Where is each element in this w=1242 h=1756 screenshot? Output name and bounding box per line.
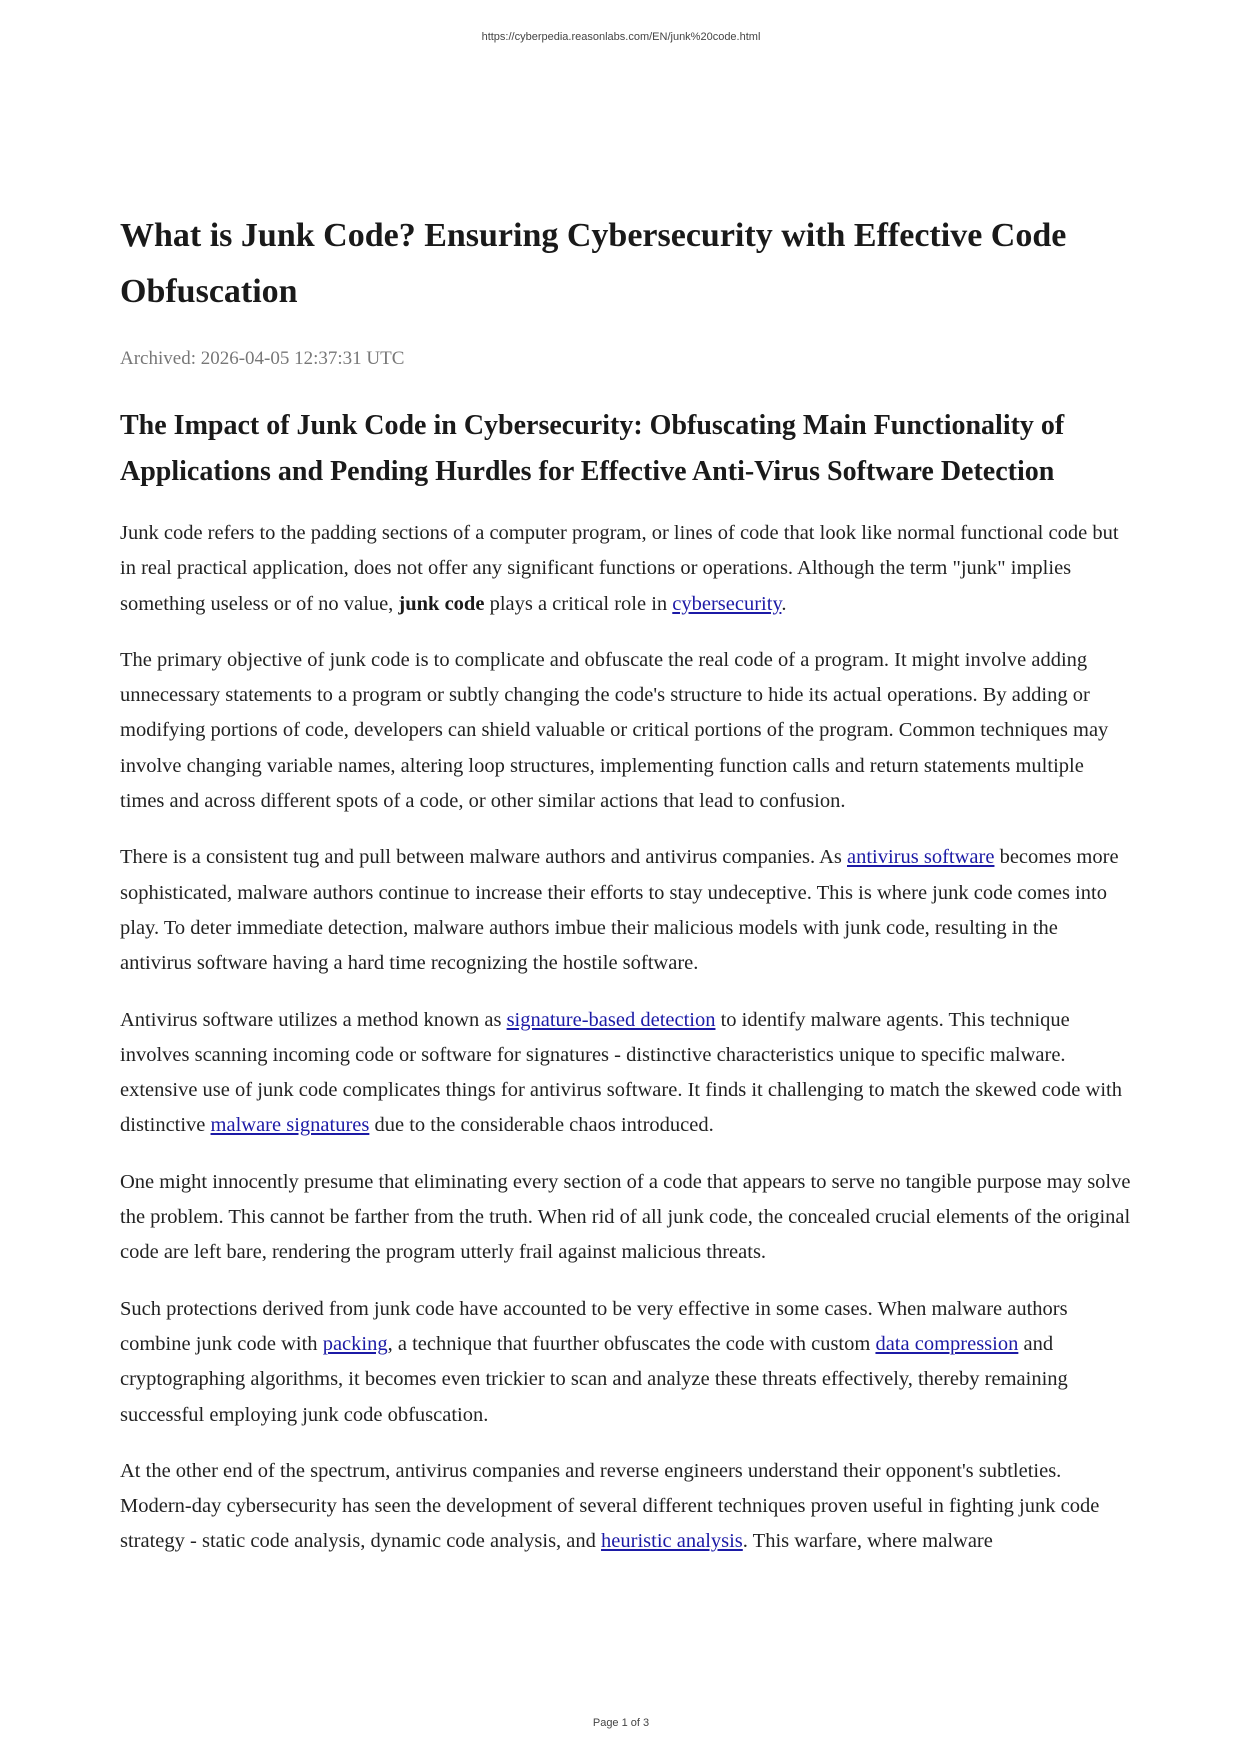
paragraph-text: . This warfare, where malware [742, 1530, 993, 1553]
page-url-header: https://cyberpedia.reasonlabs.com/EN/junk%20code.html [481, 31, 761, 43]
paragraph-text: , a technique that fuurther obfuscates the code with custom [387, 1332, 876, 1355]
paragraph-text: becomes more sophisticated, malware authors continue to increase their efforts to stay undeceptive. This is where junk code comes into play. To deter immediate detection, malware authors imbue their malicious models with junk code, resulting in the antivirus software having a hard time recognizing the hostile software. [120, 846, 1119, 975]
article [120, 208, 1132, 1560]
paragraph-7 [120, 1454, 1132, 1560]
paragraph-text: . [781, 592, 787, 615]
link-data-compression[interactable]: data compression [875, 1332, 1019, 1355]
paragraph-text: plays a critical role in [484, 592, 673, 615]
paragraph-2: The primary objective of junk code is to complicate and obfuscate the real code of a program. It might involve adding unnecessary statements to a program or subtly changing the code's structure to hide its actual operations. By adding or modifying portions of code, developers can shield valuable or critical portions of the program. Common techniques may involve changing variable names, altering loop structures, implementing function calls and return statements multiple times and across different spots of a code, or other similar actions that lead to confusion. [120, 648, 1109, 813]
link-cybersecurity[interactable]: cybersecurity [672, 592, 782, 615]
paragraph-text: Junk code refers to the padding sections of a computer program, or lines of code that look like normal functional code but in real practical application, does not offer any significant functions or operations. Although the term "junk" implies something useless or of no value, [120, 522, 1119, 615]
paragraph-text: to identify malware agents. This technique involves scanning incoming code or software for signatures - distinctive characteristics unique to specific malware. extensive use of junk code complicates things for antivirus software. It finds it challenging to match the skewed code with distinctive [120, 1008, 1122, 1137]
link-signature-based-detection[interactable]: signature-based detection [506, 1008, 716, 1031]
paragraph-3 [120, 840, 1132, 981]
link-antivirus-software[interactable]: antivirus software [847, 846, 995, 869]
paragraph-5: One might innocently presume that eliminating every section of a code that appears to serve no tangible purpose may solve the problem. This cannot be farther from the truth. When rid of all junk code, the concealed crucial elements of the original code are left bare, rendering the program utterly frail against malicious threats. [120, 1170, 1131, 1264]
paragraph-text: There is a consistent tug and pull between malware authors and antivirus companies. As [120, 846, 847, 869]
paragraph-text: due to the considerable chaos introduced. [369, 1114, 714, 1137]
paragraph-text: and cryptographing algorithms, it becomes even trickier to scan and analyze these threats effectively, thereby remaining successful employing junk code obfuscation. [120, 1332, 1068, 1426]
paragraph-text: At the other end of the spectrum, antivirus companies and reverse engineers understand their opponent's subtleties. Modern-day cybersecurity has seen the development of several different techniques proven useful in fighting junk code strategy - static code analysis, dynamic code analysis, and [120, 1459, 1100, 1553]
paragraph-4 [120, 1003, 1132, 1144]
article-subtitle: The Impact of Junk Code in Cybersecurity: Obfuscating Main Functionality of Applications and Pending Hurdles for Effective Anti-Virus Software Detection [120, 410, 1065, 487]
paragraph-6 [120, 1292, 1132, 1433]
bold-term-junk-code: junk code [398, 592, 485, 615]
paragraph-1 [120, 516, 1132, 622]
link-heuristic-analysis[interactable]: heuristic analysis [601, 1530, 743, 1553]
link-malware-signatures[interactable]: malware signatures [210, 1114, 370, 1137]
article-title: What is Junk Code? Ensuring Cybersecurity with Effective Code Obfuscation [120, 217, 1067, 310]
paragraph-text: Such protections derived from junk code have accounted to be very effective in some cases. When malware authors combine junk code with [120, 1297, 1068, 1355]
page-number-footer: Page 1 of 3 [592, 1717, 650, 1729]
archived-timestamp: Archived: 2026-04-05 12:37:31 UTC [120, 348, 405, 369]
link-packing[interactable]: packing [322, 1332, 388, 1355]
paragraph-text: Antivirus software utilizes a method known as [120, 1008, 507, 1031]
